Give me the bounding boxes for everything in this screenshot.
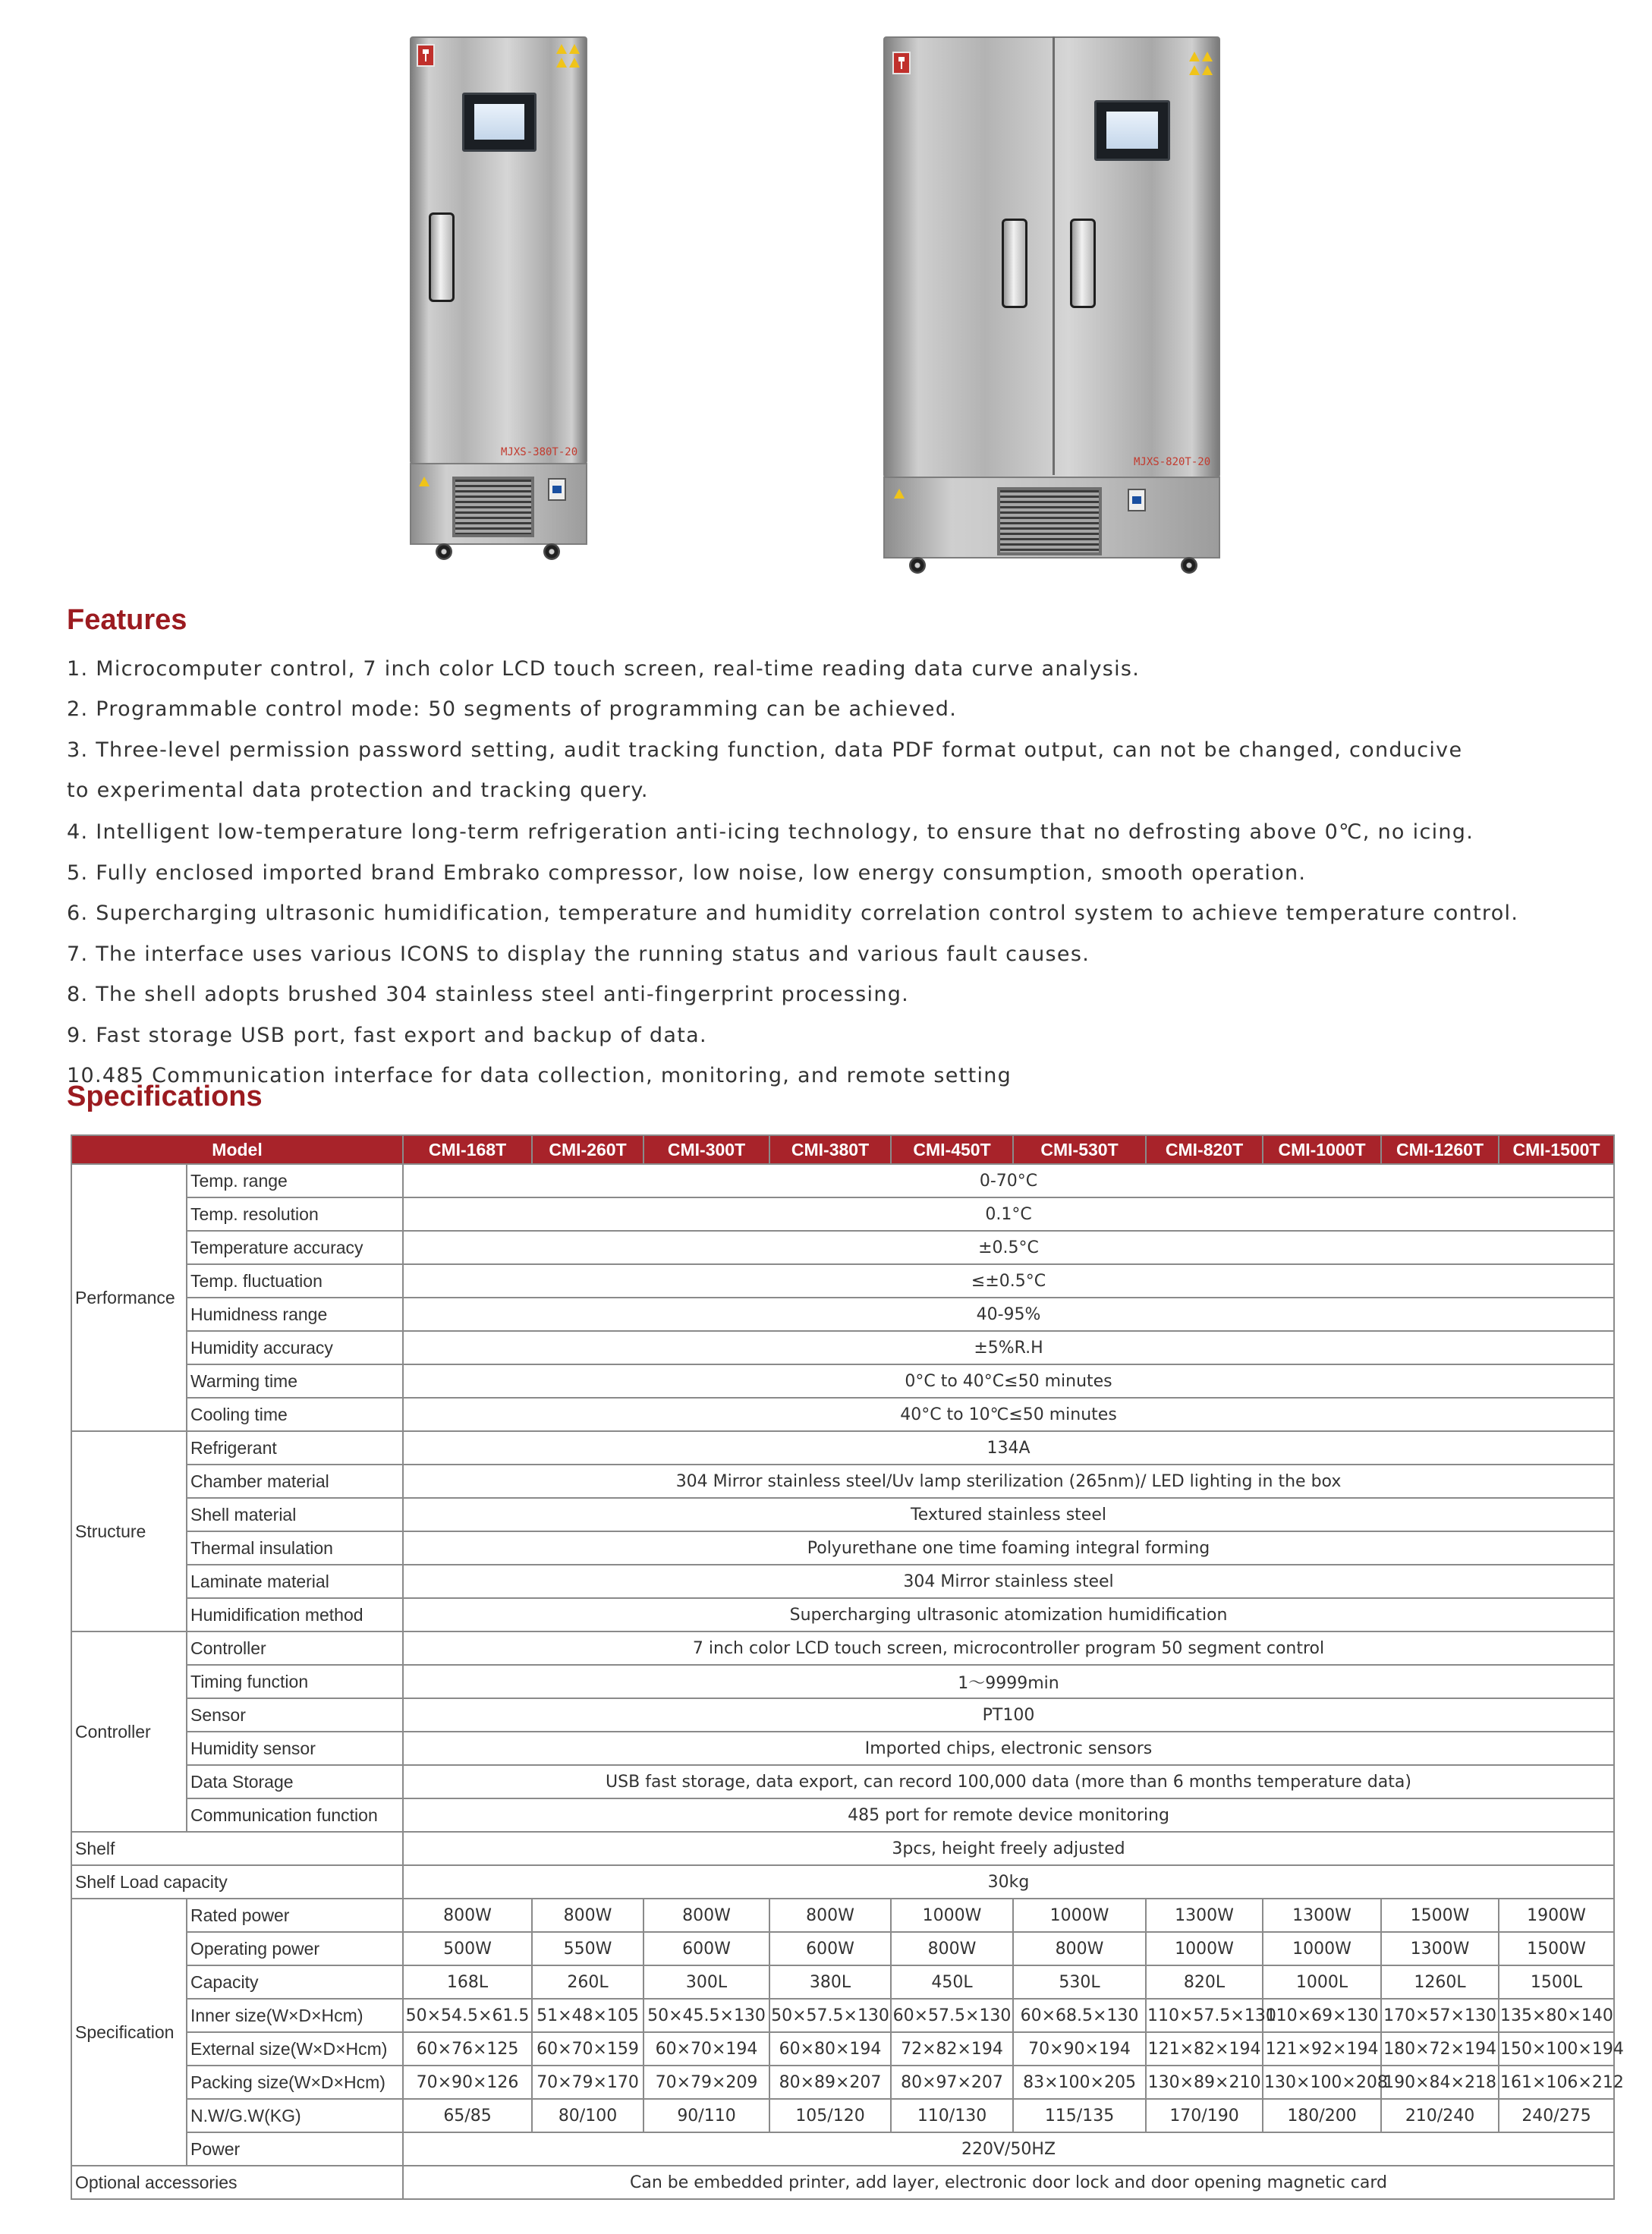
row-value: 40-95% [403, 1298, 1614, 1331]
row-value: 30kg [403, 1865, 1614, 1899]
header-model-name: CMI-530T [1013, 1135, 1146, 1164]
row-value: 1～9999min [403, 1665, 1614, 1698]
row-label: Chamber material [187, 1465, 403, 1498]
table-row [71, 1798, 1614, 1832]
row-label: Controller [187, 1631, 403, 1665]
row-value: USB fast storage, data export, can record 100,000 data (more than 6 months temperature data) [403, 1765, 1614, 1798]
row-label: Humidity sensor [187, 1732, 403, 1765]
row-label: Communication function [187, 1798, 403, 1832]
header-model-name: CMI-380T [769, 1135, 891, 1164]
table-row [71, 1999, 1614, 2032]
header-model-name: CMI-260T [532, 1135, 643, 1164]
row-label: Rated power [187, 1899, 403, 1932]
row-label: Shell material [187, 1498, 403, 1531]
spec-value-cell: 72×82×194 [891, 2032, 1013, 2066]
table-row [71, 1431, 1614, 1465]
spec-value-cell: 60×57.5×130 [891, 1999, 1013, 2032]
row-value: 7 inch color LCD touch screen, microcontroller program 50 segment control [403, 1631, 1614, 1665]
row-label: Humidness range [187, 1298, 403, 1331]
row-value: PT100 [403, 1698, 1614, 1732]
spec-value-cell: 1000W [1263, 1932, 1381, 1965]
row-label: Data Storage [187, 1765, 403, 1798]
spec-value-cell: 800W [891, 1932, 1013, 1965]
door-handle [429, 212, 455, 302]
row-label: Humidification method [187, 1598, 403, 1631]
row-label: External size(W×D×Hcm) [187, 2032, 403, 2066]
warning-icon [1189, 65, 1200, 75]
spec-value-cell: 170×57×130 [1381, 1999, 1499, 2032]
row-value: Supercharging ultrasonic atomization humidification [403, 1598, 1614, 1631]
spec-value-cell: 180×72×194 [1381, 2032, 1499, 2066]
table-row [71, 1364, 1614, 1398]
spec-value-cell: 800W [769, 1899, 891, 1932]
door-handle [1002, 219, 1027, 308]
category-structure: Structure [71, 1431, 187, 1631]
row-label: Temp. resolution [187, 1197, 403, 1231]
spec-value-cell: 180/200 [1263, 2099, 1381, 2132]
spec-value-cell: 800W [403, 1899, 532, 1932]
spec-value-cell: 130×89×210 [1146, 2066, 1263, 2099]
row-label: Sensor [187, 1698, 403, 1732]
row-label: Thermal insulation [187, 1531, 403, 1565]
category-specification: Specification [71, 1899, 187, 2166]
row-value: ±0.5°C [403, 1231, 1614, 1264]
table-row [71, 1465, 1614, 1498]
row-label: Shelf [71, 1832, 403, 1865]
spec-value-cell: 80/100 [532, 2099, 643, 2132]
spec-value-cell: 380L [769, 1965, 891, 1999]
row-value: 485 port for remote device monitoring [403, 1798, 1614, 1832]
spec-value-cell: 60×70×159 [532, 2032, 643, 2066]
spec-value-cell: 130×100×208 [1263, 2066, 1381, 2099]
spec-value-cell: 600W [769, 1932, 891, 1965]
table-row [71, 1832, 1614, 1865]
spec-value-cell: 800W [532, 1899, 643, 1932]
row-value: 220V/50HZ [403, 2132, 1614, 2166]
table-row [71, 1398, 1614, 1431]
spec-value-cell: 800W [643, 1899, 769, 1932]
spec-value-cell: 161×106×212 [1499, 2066, 1614, 2099]
row-value: 0-70°C [403, 1164, 1614, 1197]
table-row [71, 2032, 1614, 2066]
table-row [71, 1665, 1614, 1698]
power-switch [1128, 489, 1146, 511]
spec-value-cell: 50×57.5×130 [769, 1999, 891, 2032]
row-label: Warming time [187, 1364, 403, 1398]
table-row [71, 1565, 1614, 1598]
spec-value-cell: 260L [532, 1965, 643, 1999]
features-heading: Features [67, 604, 187, 636]
row-value: 134A [403, 1431, 1614, 1465]
spec-value-cell: 60×70×194 [643, 2032, 769, 2066]
table-row [71, 1531, 1614, 1565]
feature-item: 1. Microcomputer control, 7 inch color LCD touch screen, real-time reading data curve analysis. [67, 657, 1141, 681]
spec-value-cell: 115/135 [1013, 2099, 1146, 2132]
spec-value-cell: 170/190 [1146, 2099, 1263, 2132]
warning-icon [419, 477, 430, 486]
spec-value-cell: 1500W [1381, 1899, 1499, 1932]
table-row [71, 1932, 1614, 1965]
header-model-name: CMI-820T [1146, 1135, 1263, 1164]
row-label: N.W/G.W(KG) [187, 2099, 403, 2132]
brand-logo [417, 44, 435, 67]
table-row [71, 1965, 1614, 1999]
touch-screen [1094, 100, 1170, 161]
product-image-double-door [882, 36, 1222, 580]
spec-value-cell: 51×48×105 [532, 1999, 643, 2032]
caster-wheel [543, 543, 560, 560]
spec-value-cell: 1000W [1013, 1899, 1146, 1932]
spec-value-cell: 168L [403, 1965, 532, 1999]
specifications-table [71, 1134, 1624, 2200]
spec-value-cell: 500W [403, 1932, 532, 1965]
feature-item: 9. Fast storage USB port, fast export and backup of data. [67, 1024, 707, 1047]
table-row [71, 1298, 1614, 1331]
spec-value-cell: 820L [1146, 1965, 1263, 1999]
table-row [71, 1331, 1614, 1364]
spec-value-cell: 1260L [1381, 1965, 1499, 1999]
table-row [71, 1865, 1614, 1899]
warning-icon [894, 489, 905, 499]
table-row [71, 2099, 1614, 2132]
row-value: 304 Mirror stainless steel/Uv lamp sterilization (265nm)/ LED lighting in the box [403, 1465, 1614, 1498]
spec-value-cell: 121×92×194 [1263, 2032, 1381, 2066]
spec-value-cell: 83×100×205 [1013, 2066, 1146, 2099]
spec-value-cell: 60×68.5×130 [1013, 1999, 1146, 2032]
spec-value-cell: 450L [891, 1965, 1013, 1999]
row-label: Inner size(W×D×Hcm) [187, 1999, 403, 2032]
table-row [71, 1631, 1614, 1665]
caster-wheel [436, 543, 452, 560]
feature-item: 10.485 Communication interface for data collection, monitoring, and remote setting [67, 1064, 1012, 1087]
spec-value-cell: 50×54.5×61.5 [403, 1999, 532, 2032]
spec-value-cell: 530L [1013, 1965, 1146, 1999]
category-controller: Controller [71, 1631, 187, 1832]
spec-value-cell: 90/110 [643, 2099, 769, 2132]
spec-value-cell: 1900W [1499, 1899, 1614, 1932]
spec-value-cell: 110×69×130 [1263, 1999, 1381, 2032]
spec-value-cell: 1000W [891, 1899, 1013, 1932]
row-label: Capacity [187, 1965, 403, 1999]
caster-wheel [909, 557, 926, 574]
table-row [71, 1765, 1614, 1798]
spec-value-cell: 70×79×209 [643, 2066, 769, 2099]
row-value: 0°C to 40°C≤50 minutes [403, 1364, 1614, 1398]
model-label: MJXS-380T-20 [501, 446, 578, 458]
spec-value-cell: 150×100×194 [1499, 2032, 1614, 2066]
table-row [71, 1732, 1614, 1765]
row-label: Optional accessories [71, 2166, 403, 2199]
table-row [71, 1498, 1614, 1531]
warning-icon [1189, 52, 1200, 61]
warning-icon [569, 44, 581, 54]
row-label: Shelf Load capacity [71, 1865, 403, 1899]
table-row [71, 1164, 1614, 1197]
row-value: 40°C to 10℃≤50 minutes [403, 1398, 1614, 1431]
header-model-name: CMI-300T [643, 1135, 769, 1164]
spec-value-cell: 210/240 [1381, 2099, 1499, 2132]
spec-value-cell: 110/130 [891, 2099, 1013, 2132]
spec-value-cell: 1500W [1499, 1932, 1614, 1965]
power-switch [548, 478, 566, 501]
warning-icon [569, 58, 581, 68]
feature-item: to experimental data protection and tracking query. [67, 779, 649, 802]
row-label: Humidity accuracy [187, 1331, 403, 1364]
spec-value-cell: 50×45.5×130 [643, 1999, 769, 2032]
row-label: Power [187, 2132, 403, 2166]
table-row [71, 1264, 1614, 1298]
table-row [71, 1698, 1614, 1732]
spec-value-cell: 240/275 [1499, 2099, 1614, 2132]
spec-value-cell: 600W [643, 1932, 769, 1965]
header-model-name: CMI-1260T [1381, 1135, 1499, 1164]
ventilation-grille [452, 477, 534, 537]
header-model-name: CMI-168T [403, 1135, 532, 1164]
feature-item: 3. Three-level permission password setting, audit tracking function, data PDF format output, can not be changed, conducive [67, 738, 1463, 762]
row-label: Packing size(W×D×Hcm) [187, 2066, 403, 2099]
warning-icon [1202, 52, 1213, 61]
spec-value-cell: 1500L [1499, 1965, 1614, 1999]
row-value: Imported chips, electronic sensors [403, 1732, 1614, 1765]
feature-item: 2. Programmable control mode: 50 segments of programming can be achieved. [67, 697, 958, 721]
spec-value-cell: 70×79×170 [532, 2066, 643, 2099]
row-label: Laminate material [187, 1565, 403, 1598]
spec-value-cell: 80×89×207 [769, 2066, 891, 2099]
warning-icon [556, 44, 568, 54]
row-label: Operating power [187, 1932, 403, 1965]
spec-value-cell: 70×90×126 [403, 2066, 532, 2099]
table-row [71, 1197, 1614, 1231]
row-value: Can be embedded printer, add layer, electronic door lock and door opening magnetic card [403, 2166, 1614, 2199]
header-model-name: CMI-450T [891, 1135, 1013, 1164]
spec-value-cell: 1300W [1146, 1899, 1263, 1932]
feature-item: 6. Supercharging ultrasonic humidification, temperature and humidity correlation control system to achieve temperature control. [67, 901, 1519, 925]
caster-wheel [1181, 557, 1197, 574]
spec-value-cell: 1300W [1263, 1899, 1381, 1932]
spec-value-cell: 65/85 [403, 2099, 532, 2132]
table-row [71, 2166, 1614, 2199]
warning-icon [1202, 65, 1213, 75]
row-label: Temperature accuracy [187, 1231, 403, 1264]
spec-value-cell: 800W [1013, 1932, 1146, 1965]
product-image-single-door [408, 36, 587, 568]
ventilation-grille [997, 487, 1102, 555]
row-value: ±5%R.H [403, 1331, 1614, 1364]
table-row [71, 2066, 1614, 2099]
header-model-name: CMI-1500T [1499, 1135, 1614, 1164]
spec-value-cell: 135×80×140 [1499, 1999, 1614, 2032]
row-value: Polyurethane one time foaming integral forming [403, 1531, 1614, 1565]
row-label: Cooling time [187, 1398, 403, 1431]
table-row [71, 2132, 1614, 2166]
spec-value-cell: 550W [532, 1932, 643, 1965]
warning-icon [556, 58, 568, 68]
spec-value-cell: 1000W [1146, 1932, 1263, 1965]
row-value: 0.1°C [403, 1197, 1614, 1231]
row-value: 304 Mirror stainless steel [403, 1565, 1614, 1598]
row-label: Timing function [187, 1665, 403, 1698]
feature-item: 7. The interface uses various ICONS to display the running status and various fault causes. [67, 942, 1090, 966]
feature-item: 8. The shell adopts brushed 304 stainless steel anti-fingerprint processing. [67, 983, 910, 1006]
table-row [71, 1899, 1614, 1932]
spec-value-cell: 1300W [1381, 1932, 1499, 1965]
row-label: Temp. fluctuation [187, 1264, 403, 1298]
spec-value-cell: 70×90×194 [1013, 2032, 1146, 2066]
spec-value-cell: 80×97×207 [891, 2066, 1013, 2099]
spec-value-cell: 1000L [1263, 1965, 1381, 1999]
feature-item: 5. Fully enclosed imported brand Embrako compressor, low noise, low energy consumption, smooth operation. [67, 861, 1307, 885]
spec-value-cell: 300L [643, 1965, 769, 1999]
spec-value-cell: 60×80×194 [769, 2032, 891, 2066]
header-model: Model [71, 1135, 403, 1164]
table-row [71, 1231, 1614, 1264]
row-label: Refrigerant [187, 1431, 403, 1465]
row-value: 3pcs, height freely adjusted [403, 1832, 1614, 1865]
brand-logo [892, 52, 911, 74]
table-row [71, 1598, 1614, 1631]
features-list [67, 649, 1584, 1096]
table-header-row [71, 1135, 1614, 1164]
row-value: ≤±0.5°C [403, 1264, 1614, 1298]
row-value: Textured stainless steel [403, 1498, 1614, 1531]
feature-item: 4. Intelligent low-temperature long-term refrigeration anti-icing technology, to ensure that no defrosting above 0℃, no icing. [67, 820, 1474, 844]
header-model-name: CMI-1000T [1263, 1135, 1381, 1164]
category-performance: Performance [71, 1164, 187, 1431]
spec-value-cell: 110×57.5×130 [1146, 1999, 1263, 2032]
specifications-heading: Specifications [67, 1081, 263, 1112]
row-label: Temp. range [187, 1164, 403, 1197]
touch-screen [462, 93, 537, 152]
spec-value-cell: 121×82×194 [1146, 2032, 1263, 2066]
door-handle [1070, 219, 1096, 308]
model-label: MJXS-820T-20 [1134, 456, 1211, 468]
spec-value-cell: 190×84×218 [1381, 2066, 1499, 2099]
spec-value-cell: 60×76×125 [403, 2032, 532, 2066]
spec-value-cell: 105/120 [769, 2099, 891, 2132]
